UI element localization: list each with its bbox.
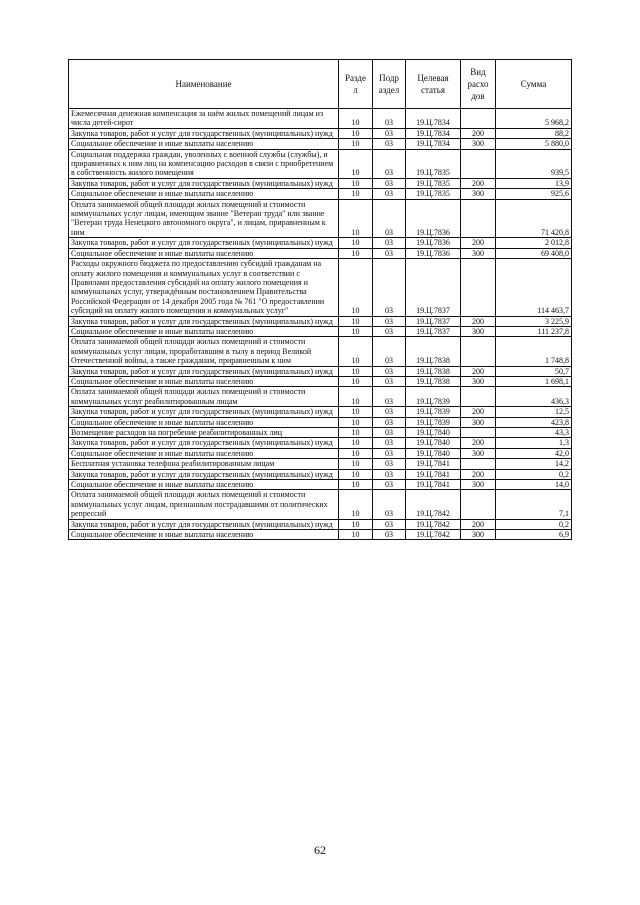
- cell-sum: 50,7: [496, 366, 572, 376]
- cell-target-article: 19.Ц.7838: [406, 337, 461, 366]
- cell-name: Закупка товаров, работ и услуг для государственных (муниципальных) нужд: [69, 128, 339, 138]
- cell-name: Социальная поддержка граждан, уволенных с военной службы (службы), и приравненных к ним лиц на компенсацию расходов в связи с приобретением в собственность жилого помещения: [69, 149, 339, 178]
- cell-sum: 2 012,8: [496, 238, 572, 248]
- cell-expense-type: [461, 149, 496, 178]
- cell-razdel: 10: [339, 387, 373, 407]
- cell-sum: 13,9: [496, 178, 572, 188]
- cell-razdel: 10: [339, 438, 373, 448]
- cell-razdel: 10: [339, 459, 373, 469]
- cell-sum: 3 225,9: [496, 316, 572, 326]
- cell-expense-type: 300: [461, 248, 496, 258]
- cell-expense-type: [461, 109, 496, 129]
- cell-expense-type: 200: [461, 469, 496, 479]
- table-row: [69, 480, 572, 490]
- cell-name: Социальное обеспечение и иные выплаты населению: [69, 376, 339, 386]
- cell-razdel: 10: [339, 326, 373, 336]
- cell-expense-type: 200: [461, 128, 496, 138]
- table-row: [69, 438, 572, 448]
- cell-target-article: 19.Ц.7834: [406, 128, 461, 138]
- cell-expense-type: 300: [461, 530, 496, 540]
- cell-expense-type: 300: [461, 417, 496, 427]
- cell-razdel: 10: [339, 128, 373, 138]
- cell-razdel: 10: [339, 469, 373, 479]
- cell-expense-type: 300: [461, 189, 496, 199]
- cell-razdel: 10: [339, 407, 373, 417]
- table-row: [69, 469, 572, 479]
- cell-name: Оплата занимаемой общей площади жилых помещений и стоимости коммунальных услуг лицам, признанным пострадавшими от политических репрессий: [69, 490, 339, 519]
- cell-podrazdel: 03: [373, 248, 406, 258]
- cell-razdel: 10: [339, 248, 373, 258]
- table-row: [69, 259, 572, 316]
- cell-sum: 5 968,2: [496, 109, 572, 129]
- cell-expense-type: 300: [461, 480, 496, 490]
- cell-sum: 1,3: [496, 438, 572, 448]
- cell-target-article: 19.Ц.7840: [406, 438, 461, 448]
- table-row: [69, 490, 572, 519]
- cell-podrazdel: 03: [373, 149, 406, 178]
- table-row: [69, 189, 572, 199]
- cell-target-article: 19.Ц.7841: [406, 480, 461, 490]
- table-header-row: [69, 60, 572, 109]
- table-row: [69, 417, 572, 427]
- cell-name: Оплата занимаемой общей площади жилых помещений и стоимости коммунальных услуг реабилитированным лицам: [69, 387, 339, 407]
- page-number: 62: [314, 843, 326, 857]
- cell-target-article: 19.Ц.7837: [406, 316, 461, 326]
- cell-expense-type: 200: [461, 519, 496, 529]
- cell-name: Ежемесячная денежная компенсация за наём жилых помещений лицам из числа детей-сирот: [69, 109, 339, 129]
- cell-podrazdel: 03: [373, 128, 406, 138]
- cell-target-article: 19.Ц.7840: [406, 428, 461, 438]
- budget-table: [68, 59, 572, 540]
- cell-target-article: 19.Ц.7837: [406, 326, 461, 336]
- cell-target-article: 19.Ц.7834: [406, 139, 461, 149]
- table-row: [69, 448, 572, 458]
- cell-razdel: 10: [339, 480, 373, 490]
- cell-target-article: 19.Ц.7835: [406, 178, 461, 188]
- cell-razdel: 10: [339, 337, 373, 366]
- cell-expense-type: [461, 199, 496, 238]
- cell-sum: 114 463,7: [496, 259, 572, 316]
- cell-name: Закупка товаров, работ и услуг для государственных (муниципальных) нужд: [69, 519, 339, 529]
- cell-name: Закупка товаров, работ и услуг для государственных (муниципальных) нужд: [69, 469, 339, 479]
- cell-sum: 7,1: [496, 490, 572, 519]
- cell-podrazdel: 03: [373, 189, 406, 199]
- cell-podrazdel: 03: [373, 480, 406, 490]
- cell-target-article: 19.Ц.7836: [406, 238, 461, 248]
- cell-sum: 436,3: [496, 387, 572, 407]
- header-razdel: Разде л: [339, 60, 373, 109]
- cell-name: Закупка товаров, работ и услуг для государственных (муниципальных) нужд: [69, 178, 339, 188]
- table-row: [69, 407, 572, 417]
- cell-expense-type: 300: [461, 448, 496, 458]
- table-row: [69, 238, 572, 248]
- cell-sum: 12,5: [496, 407, 572, 417]
- header-name: Наименование: [69, 60, 339, 109]
- cell-target-article: 19.Ц.7839: [406, 417, 461, 427]
- cell-podrazdel: 03: [373, 316, 406, 326]
- cell-expense-type: 300: [461, 139, 496, 149]
- table-row: [69, 366, 572, 376]
- cell-sum: 939,5: [496, 149, 572, 178]
- table-body: [69, 109, 572, 540]
- cell-podrazdel: 03: [373, 407, 406, 417]
- table-row: [69, 149, 572, 178]
- cell-podrazdel: 03: [373, 448, 406, 458]
- table-row: [69, 139, 572, 149]
- cell-podrazdel: 03: [373, 139, 406, 149]
- cell-name: Социальное обеспечение и иные выплаты населению: [69, 326, 339, 336]
- cell-razdel: 10: [339, 109, 373, 129]
- cell-razdel: 10: [339, 199, 373, 238]
- cell-target-article: 19.Ц.7839: [406, 387, 461, 407]
- cell-sum: 69 408,0: [496, 248, 572, 258]
- cell-name: Бесплатная установка телефона реабилитированным лицам: [69, 459, 339, 469]
- cell-razdel: 10: [339, 238, 373, 248]
- header-vid: Вид расхо дов: [461, 60, 496, 109]
- header-podrazdel: Подр аздел: [373, 60, 406, 109]
- cell-expense-type: 200: [461, 178, 496, 188]
- cell-target-article: 19.Ц.7837: [406, 259, 461, 316]
- table-row: [69, 376, 572, 386]
- cell-target-article: 19.Ц.7841: [406, 459, 461, 469]
- table-row: [69, 178, 572, 188]
- cell-razdel: 10: [339, 189, 373, 199]
- cell-name: Возмещение расходов на погребение реабилитированных лиц: [69, 428, 339, 438]
- cell-podrazdel: 03: [373, 417, 406, 427]
- cell-name: Социальное обеспечение и иные выплаты населению: [69, 189, 339, 199]
- cell-target-article: 19.Ц.7841: [406, 469, 461, 479]
- cell-podrazdel: 03: [373, 490, 406, 519]
- cell-name: Оплата занимаемой общей площади жилых помещений и стоимости коммунальных услуг лицам, имеющим звание "Ветеран труда" или звание "Ветеран труда Ненецкого автономного округа", и лицам, приравненным к ним: [69, 199, 339, 238]
- cell-sum: 6,9: [496, 530, 572, 540]
- table-row: [69, 459, 572, 469]
- cell-podrazdel: 03: [373, 109, 406, 129]
- table-row: [69, 337, 572, 366]
- cell-sum: 14,2: [496, 459, 572, 469]
- cell-target-article: 19.Ц.7840: [406, 448, 461, 458]
- table-row: [69, 428, 572, 438]
- cell-expense-type: [461, 387, 496, 407]
- cell-sum: 423,8: [496, 417, 572, 427]
- table-row: [69, 387, 572, 407]
- cell-razdel: 10: [339, 316, 373, 326]
- cell-sum: 71 420,8: [496, 199, 572, 238]
- cell-target-article: 19.Ц.7836: [406, 199, 461, 238]
- header-summa: Сумма: [496, 60, 572, 109]
- cell-name: Социальное обеспечение и иные выплаты населению: [69, 417, 339, 427]
- cell-name: Закупка товаров, работ и услуг для государственных (муниципальных) нужд: [69, 238, 339, 248]
- cell-podrazdel: 03: [373, 199, 406, 238]
- cell-sum: 1 698,1: [496, 376, 572, 386]
- cell-sum: 111 237,8: [496, 326, 572, 336]
- cell-target-article: 19.Ц.7842: [406, 519, 461, 529]
- cell-razdel: 10: [339, 366, 373, 376]
- cell-target-article: 19.Ц.7836: [406, 248, 461, 258]
- cell-podrazdel: 03: [373, 178, 406, 188]
- cell-razdel: 10: [339, 149, 373, 178]
- cell-target-article: 19.Ц.7835: [406, 149, 461, 178]
- cell-expense-type: 200: [461, 316, 496, 326]
- cell-podrazdel: 03: [373, 238, 406, 248]
- table-row: [69, 199, 572, 238]
- cell-podrazdel: 03: [373, 469, 406, 479]
- cell-expense-type: [461, 259, 496, 316]
- cell-sum: 1 748,8: [496, 337, 572, 366]
- cell-podrazdel: 03: [373, 428, 406, 438]
- cell-target-article: 19.Ц.7838: [406, 376, 461, 386]
- table-row: [69, 326, 572, 336]
- cell-sum: 43,3: [496, 428, 572, 438]
- cell-expense-type: [461, 337, 496, 366]
- cell-name: Социальное обеспечение и иные выплаты населению: [69, 139, 339, 149]
- cell-razdel: 10: [339, 139, 373, 149]
- cell-sum: 42,0: [496, 448, 572, 458]
- table-row: [69, 519, 572, 529]
- cell-razdel: 10: [339, 259, 373, 316]
- cell-podrazdel: 03: [373, 259, 406, 316]
- cell-razdel: 10: [339, 178, 373, 188]
- cell-name: Закупка товаров, работ и услуг для государственных (муниципальных) нужд: [69, 316, 339, 326]
- cell-expense-type: 200: [461, 407, 496, 417]
- cell-sum: 14,0: [496, 480, 572, 490]
- table-row: [69, 128, 572, 138]
- cell-name: Закупка товаров, работ и услуг для государственных (муниципальных) нужд: [69, 438, 339, 448]
- table-row: [69, 248, 572, 258]
- cell-expense-type: 200: [461, 238, 496, 248]
- cell-sum: 88,2: [496, 128, 572, 138]
- header-statya: Целевая статья: [406, 60, 461, 109]
- cell-razdel: 10: [339, 519, 373, 529]
- cell-podrazdel: 03: [373, 459, 406, 469]
- cell-target-article: 19.Ц.7839: [406, 407, 461, 417]
- cell-target-article: 19.Ц.7834: [406, 109, 461, 129]
- cell-target-article: 19.Ц.7838: [406, 366, 461, 376]
- cell-name: Социальное обеспечение и иные выплаты населению: [69, 248, 339, 258]
- table-row: [69, 530, 572, 540]
- cell-podrazdel: 03: [373, 337, 406, 366]
- cell-sum: 0,2: [496, 469, 572, 479]
- cell-sum: 0,2: [496, 519, 572, 529]
- cell-podrazdel: 03: [373, 387, 406, 407]
- cell-podrazdel: 03: [373, 530, 406, 540]
- cell-expense-type: 200: [461, 366, 496, 376]
- cell-razdel: 10: [339, 376, 373, 386]
- cell-podrazdel: 03: [373, 366, 406, 376]
- cell-podrazdel: 03: [373, 519, 406, 529]
- cell-podrazdel: 03: [373, 376, 406, 386]
- cell-name: Социальное обеспечение и иные выплаты населению: [69, 530, 339, 540]
- cell-razdel: 10: [339, 490, 373, 519]
- table-row: [69, 109, 572, 129]
- cell-sum: 925,6: [496, 189, 572, 199]
- cell-razdel: 10: [339, 417, 373, 427]
- cell-name: Закупка товаров, работ и услуг для государственных (муниципальных) нужд: [69, 407, 339, 417]
- cell-podrazdel: 03: [373, 438, 406, 448]
- cell-expense-type: 200: [461, 438, 496, 448]
- cell-target-article: 19.Ц.7842: [406, 490, 461, 519]
- cell-podrazdel: 03: [373, 326, 406, 336]
- cell-name: Оплата занимаемой общей площади жилых помещений и стоимости коммунальных услуг лицам, проработавшим в тылу в период Великой Отечественной войны, а также гражданам, приравненным к ним: [69, 337, 339, 366]
- cell-razdel: 10: [339, 428, 373, 438]
- cell-target-article: 19.Ц.7842: [406, 530, 461, 540]
- cell-razdel: 10: [339, 530, 373, 540]
- table-row: [69, 316, 572, 326]
- cell-name: Расходы окружного бюджета по предоставлению субсидий гражданам на оплату жилого помещения и коммунальных услуг в соответствии с Правилами предоставления субсидий на оплату жилого помещения и коммунальных услуг, утверждённым постановлением Правительства Российской Федерации от 14 декабря 2005 года № 761 "О предоставлении субсидий на оплату жилого помещения и коммунальных услуг": [69, 259, 339, 316]
- cell-expense-type: [461, 490, 496, 519]
- cell-razdel: 10: [339, 448, 373, 458]
- cell-name: Социальное обеспечение и иные выплаты населению: [69, 448, 339, 458]
- cell-expense-type: 300: [461, 326, 496, 336]
- cell-expense-type: [461, 428, 496, 438]
- cell-name: Социальное обеспечение и иные выплаты населению: [69, 480, 339, 490]
- cell-expense-type: 300: [461, 376, 496, 386]
- cell-expense-type: [461, 459, 496, 469]
- cell-sum: 5 880,0: [496, 139, 572, 149]
- cell-name: Закупка товаров, работ и услуг для государственных (муниципальных) нужд: [69, 366, 339, 376]
- cell-target-article: 19.Ц.7835: [406, 189, 461, 199]
